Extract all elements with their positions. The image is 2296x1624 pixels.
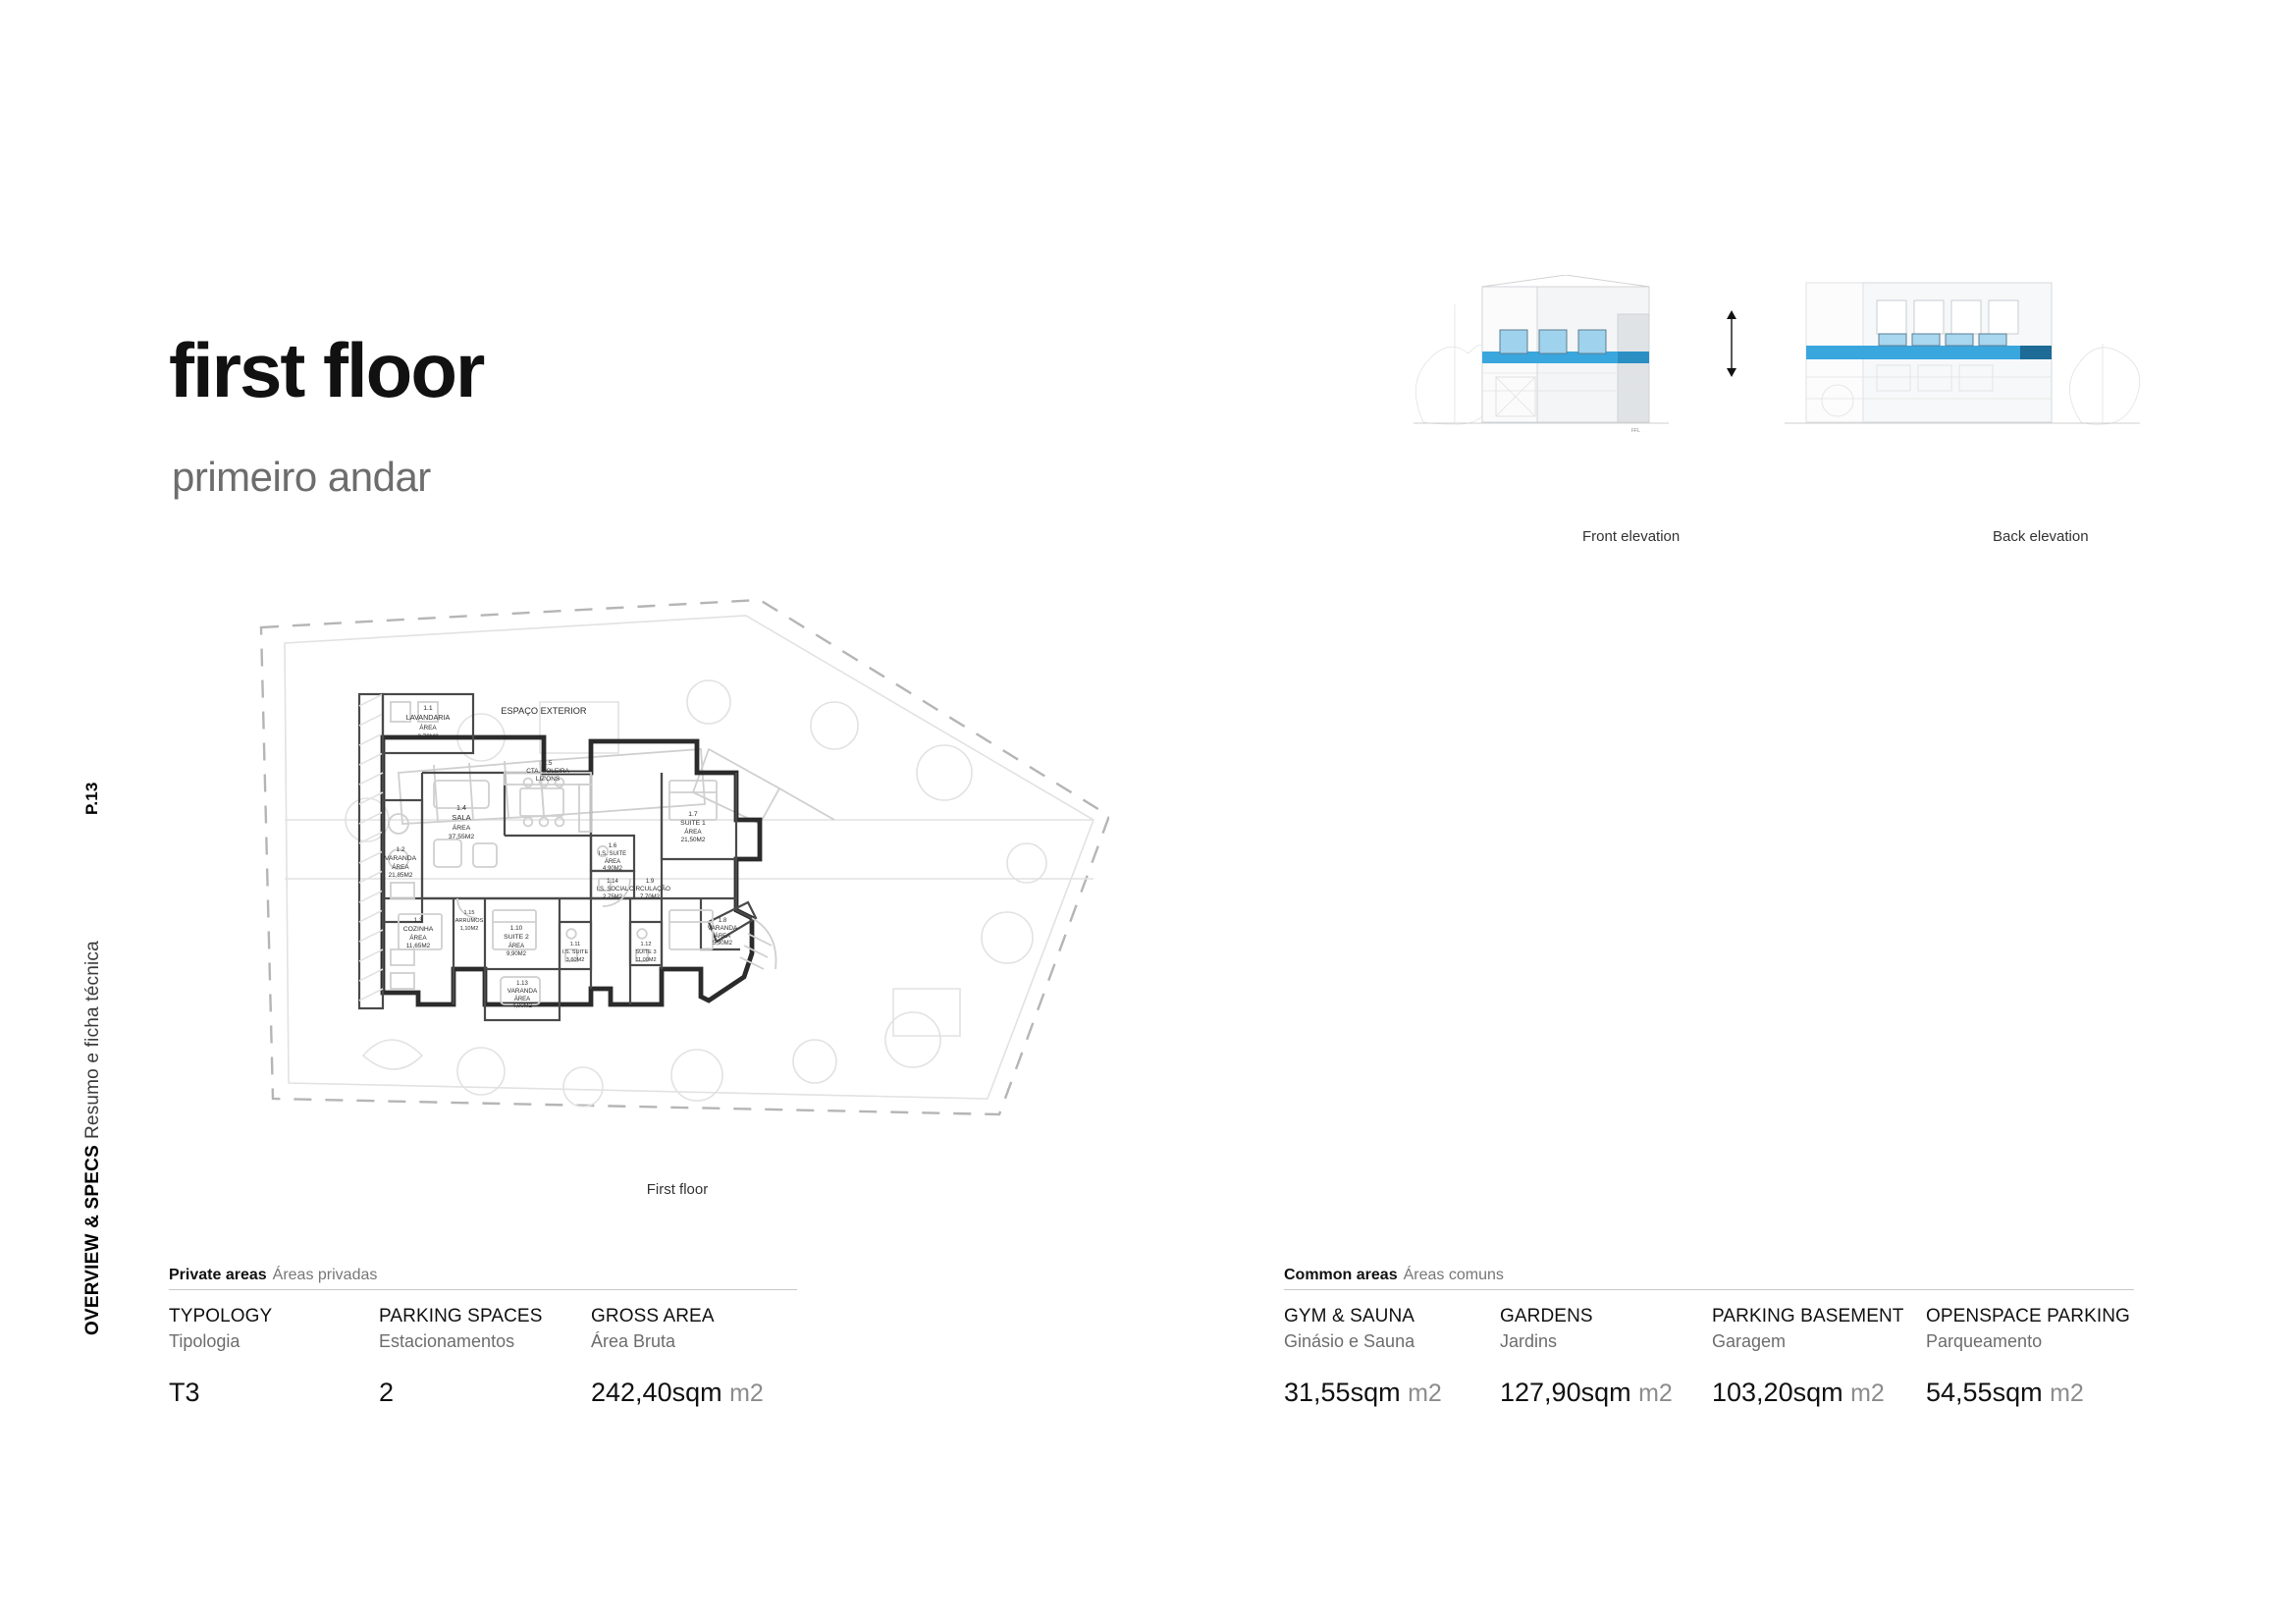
spec-typology-label-pt: Tipologia (169, 1331, 240, 1351)
svg-text:1.11: 1.11 (569, 942, 581, 947)
spec-gardens-number: 127,90sqm (1500, 1378, 1631, 1407)
svg-text:4,00M2: 4,00M2 (511, 1003, 533, 1009)
elevation-images (1394, 275, 2160, 501)
spec-parking-basement-label-en: PARKING BASEMENT (1712, 1306, 1904, 1326)
svg-text:I.S. SUITE: I.S. SUITE (598, 851, 627, 857)
svg-text:11,00M2: 11,00M2 (635, 957, 657, 963)
spec-openspace-parking (1926, 1306, 2130, 1408)
svg-text:ÁREA: ÁREA (452, 825, 471, 832)
svg-text:37,55M2: 37,55M2 (448, 834, 475, 840)
svg-text:LAVANDARIA: LAVANDARIA (405, 713, 451, 722)
spec-parking-basement (1712, 1306, 1904, 1408)
svg-text:1.12: 1.12 (640, 942, 652, 947)
svg-text:21,85M2: 21,85M2 (388, 872, 413, 879)
spec-gym-sauna (1284, 1306, 1442, 1408)
page-title: first floor (169, 327, 484, 413)
spec-gross-area (591, 1306, 764, 1408)
svg-text:1.6: 1.6 (608, 843, 617, 849)
spec-gardens-label-pt: Jardins (1500, 1331, 1558, 1351)
height-arrow-icon (1727, 310, 1736, 377)
back-elevation-caption: Back elevation (1993, 528, 2089, 545)
spec-gross-area-value (591, 1378, 764, 1408)
private-areas-heading-en: Private areas (169, 1267, 267, 1283)
svg-text:1.2: 1.2 (396, 846, 405, 853)
svg-text:1.14: 1.14 (607, 879, 618, 885)
spec-gross-area-number: 242,40sqm (591, 1378, 722, 1407)
svg-text:CIRCULAÇÃO: CIRCULAÇÃO (629, 886, 670, 893)
spec-gym-sauna-label-pt: Ginásio e Sauna (1284, 1331, 1415, 1351)
page-spine (61, 746, 103, 1434)
spec-gym-sauna-unit: m2 (1408, 1380, 1442, 1407)
svg-text:CTA. SOLEIRA: CTA. SOLEIRA (526, 768, 569, 775)
spec-gym-sauna-label-en: GYM & SAUNA (1284, 1306, 1415, 1326)
svg-text:SALA: SALA (452, 813, 471, 822)
spec-openspace-parking-label-pt: Parqueamento (1926, 1331, 2043, 1351)
svg-text:1.3: 1.3 (413, 917, 423, 924)
svg-text:VARANDA: VARANDA (384, 855, 417, 862)
svg-text:9,90M2: 9,90M2 (506, 951, 527, 957)
private-areas-divider (169, 1289, 797, 1290)
svg-text:11,65M2: 11,65M2 (405, 943, 431, 949)
spec-openspace-parking-number: 54,55sqm (1926, 1378, 2043, 1407)
spec-parking-spaces-value: 2 (379, 1378, 395, 1407)
spec-parking-basement-value (1712, 1378, 1904, 1408)
svg-text:1.10: 1.10 (509, 925, 523, 932)
floor-plan-drawing (245, 584, 1109, 1173)
svg-text:SUITE 2: SUITE 2 (504, 934, 529, 941)
spec-parking-spaces-label-pt: Estacionamentos (379, 1331, 515, 1351)
svg-text:7,70M2: 7,70M2 (639, 894, 661, 900)
spec-gardens-value (1500, 1378, 1673, 1408)
svg-text:1,10M2: 1,10M2 (459, 926, 479, 932)
svg-text:3,60M2: 3,60M2 (565, 957, 585, 963)
svg-text:SUITE 1: SUITE 1 (680, 820, 706, 827)
spec-parking-basement-label-pt: Garagem (1712, 1331, 1787, 1351)
svg-text:1.15: 1.15 (463, 910, 475, 916)
svg-text:FFL: FFL (1631, 428, 1640, 434)
private-areas-heading (169, 1267, 377, 1284)
section-subtitle: Resumo e ficha técnica (82, 941, 103, 1139)
svg-text:ESPAÇO EXTERIOR: ESPAÇO EXTERIOR (501, 706, 587, 716)
svg-text:1.7: 1.7 (688, 811, 698, 818)
svg-text:3,70M2: 3,70M2 (417, 733, 439, 740)
svg-text:COZINHA: COZINHA (402, 926, 434, 933)
common-areas-heading (1284, 1267, 1504, 1284)
section-title: OVERVIEW & SPECS (82, 1145, 103, 1335)
spec-gross-area-label-en: GROSS AREA (591, 1306, 715, 1326)
svg-text:ÁREA: ÁREA (604, 859, 621, 865)
svg-text:ÁREA: ÁREA (714, 934, 731, 940)
svg-text:1.9: 1.9 (645, 879, 655, 885)
svg-text:ÁREA: ÁREA (684, 829, 702, 836)
spec-gross-area-label-pt: Área Bruta (591, 1331, 676, 1351)
spec-typology (169, 1306, 272, 1408)
svg-text:1.13: 1.13 (516, 981, 528, 987)
svg-text:ÁREA: ÁREA (419, 725, 437, 731)
spec-openspace-parking-value (1926, 1378, 2130, 1408)
common-areas-divider (1284, 1289, 2134, 1290)
spec-gym-sauna-number: 31,55sqm (1284, 1378, 1401, 1407)
svg-text:1.8: 1.8 (718, 918, 727, 924)
svg-text:ÁREA: ÁREA (392, 864, 409, 871)
floor-plan-caption: First floor (646, 1181, 709, 1198)
spec-parking-basement-number: 103,20sqm (1712, 1378, 1843, 1407)
svg-text:1.4: 1.4 (456, 803, 466, 812)
spec-openspace-parking-label-en: OPENSPACE PARKING (1926, 1306, 2130, 1326)
front-elevation-drawing (1414, 275, 1669, 434)
svg-text:ÁREA: ÁREA (409, 935, 427, 942)
private-areas-heading-pt: Áreas privadas (272, 1267, 378, 1283)
spec-typology-label-en: TYPOLOGY (169, 1306, 273, 1326)
svg-text:1.1: 1.1 (423, 705, 433, 712)
svg-text:VARANDA: VARANDA (507, 988, 538, 995)
svg-text:VARANDA: VARANDA (707, 925, 738, 932)
svg-text:I.S. SUITE: I.S. SUITE (561, 949, 589, 955)
spec-typology-value: T3 (169, 1378, 200, 1407)
spec-gym-sauna-value (1284, 1378, 1442, 1408)
front-elevation-caption: Front elevation (1582, 528, 1681, 545)
common-areas-heading-pt: Áreas comuns (1403, 1267, 1504, 1283)
svg-text:4,90M2: 4,90M2 (602, 866, 623, 872)
spec-parking-spaces-label-en: PARKING SPACES (379, 1306, 543, 1326)
svg-text:SUITE 3: SUITE 3 (635, 949, 657, 955)
svg-text:ÁREA: ÁREA (513, 997, 531, 1002)
svg-text:5,90M2: 5,90M2 (712, 941, 733, 947)
spec-parking-spaces (379, 1306, 542, 1408)
spec-openspace-parking-unit: m2 (2050, 1380, 2084, 1407)
svg-text:1.5: 1.5 (543, 760, 553, 767)
spec-parking-basement-unit: m2 (1850, 1380, 1885, 1407)
page-subtitle: primeiro andar (172, 454, 431, 500)
back-elevation-drawing (1785, 283, 2140, 424)
svg-text:LIZ'ONS: LIZ'ONS (535, 776, 561, 783)
svg-text:2,75M2: 2,75M2 (602, 894, 623, 900)
page-number: P.13 (82, 782, 101, 815)
spec-gardens (1500, 1306, 1673, 1408)
common-areas-heading-en: Common areas (1284, 1267, 1398, 1283)
svg-text:ÁREA: ÁREA (507, 944, 525, 949)
svg-text:I.S. SOCIAL: I.S. SOCIAL (596, 887, 629, 893)
spec-gardens-unit: m2 (1638, 1380, 1673, 1407)
spec-gross-area-unit: m2 (729, 1380, 764, 1407)
svg-text:ARRUMOS: ARRUMOS (454, 918, 484, 924)
spec-gardens-label-en: GARDENS (1500, 1306, 1593, 1326)
svg-text:21,50M2: 21,50M2 (680, 837, 706, 843)
